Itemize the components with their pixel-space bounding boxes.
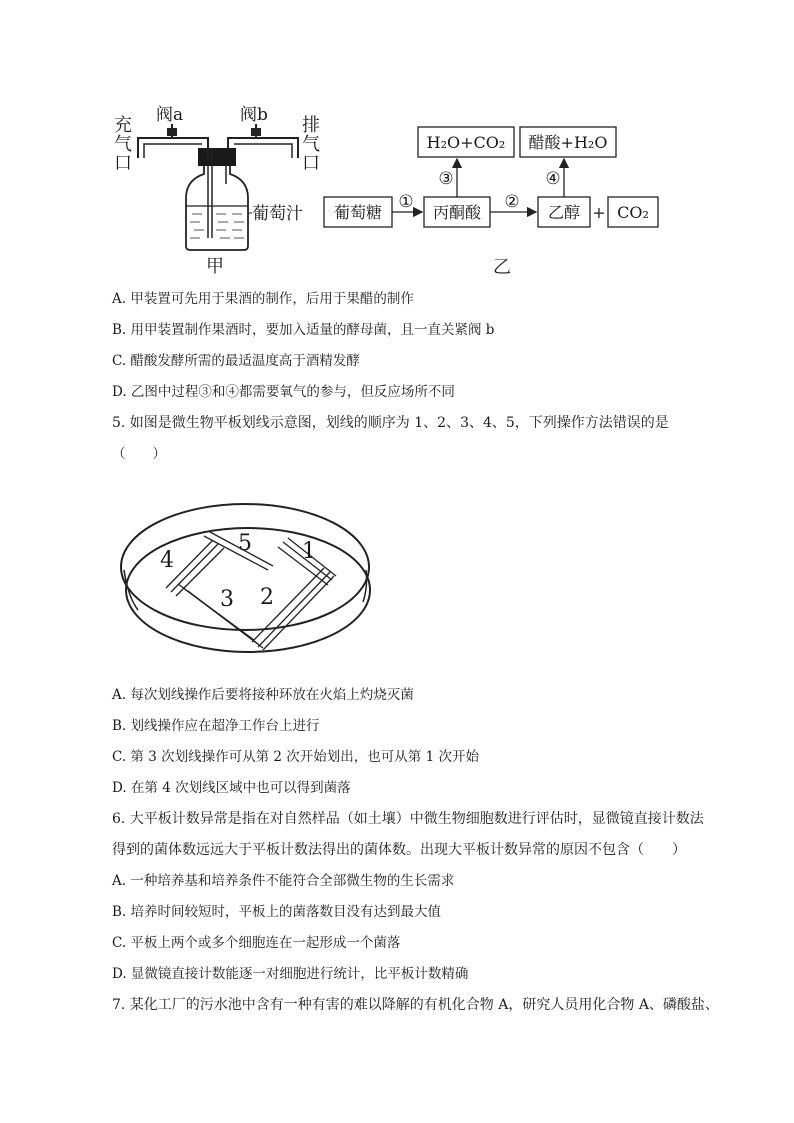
co2-label: CO₂ <box>617 203 649 222</box>
figure-yi-pathway <box>322 122 667 278</box>
acetic-label: 醋酸+H₂O <box>528 133 608 152</box>
q5-option-c: C. 第 3 次划线操作可从第 2 次开始划出，也可从第 1 次开始 <box>112 749 479 765</box>
streak-label-5: 5 <box>238 531 252 556</box>
q6-option-b: B. 培养时间较短时，平板上的菌落数目没有达到最大值 <box>112 904 442 920</box>
streak-label-4: 4 <box>160 548 174 573</box>
q6-stem-line2: 得到的菌体数远远大于平板计数法得出的菌体数。出现大平板计数异常的原因不包含（ ） <box>112 842 686 858</box>
caption-yi: 乙 <box>493 257 511 278</box>
q4-option-b: B. 用甲装置制作果酒时，要加入适量的酵母菌，且一直关紧阀 b <box>112 322 495 338</box>
step3-label: ③ <box>438 169 454 189</box>
streak-label-2: 2 <box>260 585 274 610</box>
streak-plate-figure <box>118 492 378 677</box>
figure-jia-apparatus <box>110 98 325 278</box>
q4-option-a: A. 甲装置可先用于果酒的制作，后用于果醋的制作 <box>112 291 414 307</box>
q6-option-a: A. 一种培养基和培养条件不能符合全部微生物的生长需求 <box>112 873 455 889</box>
q6-option-d: D. 显微镜直接计数能逐一对细胞进行统计，比平板计数精确 <box>112 966 469 982</box>
q4-option-d: D. 乙图中过程③和④都需要氧气的参与，但反应场所不同 <box>112 384 455 400</box>
q4-option-c: C. 醋酸发酵所需的最适温度高于酒精发酵 <box>112 353 360 369</box>
q7-stem: 7. 某化工厂的污水池中含有一种有害的难以降解的有机化合物 A，研究人员用化合物 A、磷酸盐、 <box>112 997 719 1013</box>
inlet-label: 充气口 <box>114 115 132 174</box>
valve-b-label: 阀b <box>240 105 268 125</box>
step1-label: ① <box>398 192 414 212</box>
juice-label: 葡萄汁 <box>252 204 303 224</box>
streak-label-3: 3 <box>220 587 234 612</box>
q5-option-d: D. 在第 4 次划线区域中也可以得到菌落 <box>112 780 351 796</box>
step4-label: ④ <box>545 169 561 189</box>
outlet-label: 排气口 <box>302 115 320 174</box>
ethanol-label: 乙醇 <box>547 203 581 222</box>
plus-sign: + <box>592 203 606 222</box>
h2o-co2-label: H₂O+CO₂ <box>426 133 506 152</box>
caption-jia: 甲 <box>206 256 224 277</box>
step2-label: ② <box>504 192 520 212</box>
q5-bracket: （ ） <box>112 446 166 462</box>
glucose-label: 葡萄糖 <box>333 203 383 222</box>
q5-option-a: A. 每次划线操作后要将接种环放在火焰上灼烧灭菌 <box>112 687 414 703</box>
pyruvate-label: 丙酮酸 <box>432 203 482 222</box>
q5-option-b: B. 划线操作应在超净工作台上进行 <box>112 718 320 734</box>
valve-a-label: 阀a <box>156 105 184 125</box>
q5-stem: 5. 如图是微生物平板划线示意图，划线的顺序为 1、2、3、4、5，下列操作方法错误的是 <box>112 415 669 431</box>
q6-stem-line1: 6. 大平板计数异常是指在对自然样品（如土壤）中微生物细胞数进行评估时，显微镜直接计数法 <box>112 811 704 827</box>
streak-label-1: 1 <box>302 539 316 564</box>
q6-option-c: C. 平板上两个或多个细胞连在一起形成一个菌落 <box>112 935 401 951</box>
